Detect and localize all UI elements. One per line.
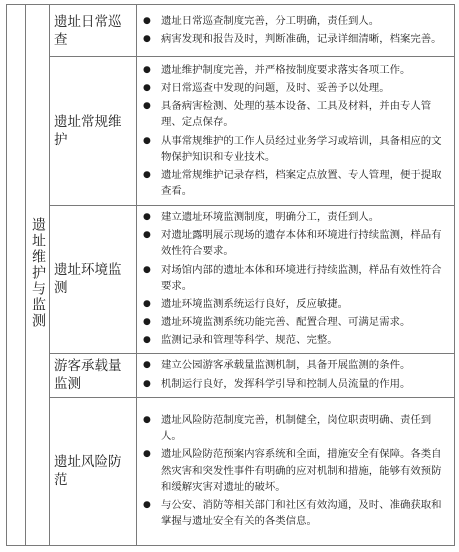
bullet-icon: ● bbox=[143, 169, 151, 180]
blank-column-cell bbox=[7, 5, 26, 546]
table-row bbox=[7, 57, 455, 206]
subcategory-title: 遗址风险防范 bbox=[54, 454, 122, 489]
list-item: ● 对场馆内部的遗址本体和环境进行持续监测，样品有效性符合要求。 bbox=[143, 263, 442, 292]
criteria-list bbox=[141, 357, 448, 391]
criteria-list bbox=[141, 209, 448, 349]
list-item: ● 遗址环境监测系统功能完善、配置合理、可满足需求。 bbox=[143, 316, 411, 329]
bullet-icon: ● bbox=[143, 230, 151, 241]
detail-cell bbox=[137, 57, 455, 206]
bullet-icon: ● bbox=[143, 34, 151, 44]
list-item: ● 机制运行良好，发挥科学引导和控制人员流量的作用。 bbox=[143, 377, 411, 390]
bullet-icon: ● bbox=[143, 101, 151, 112]
bullet-icon: ● bbox=[143, 317, 151, 328]
subcategory-cell bbox=[50, 353, 137, 397]
subcategory-title: 游客承载量监测 bbox=[54, 358, 122, 393]
table-row bbox=[7, 353, 455, 397]
bullet-icon: ● bbox=[143, 64, 151, 75]
bullet-icon: ● bbox=[143, 82, 151, 93]
detail-cell bbox=[137, 353, 455, 397]
detail-cell bbox=[137, 206, 455, 354]
bullet-icon: ● bbox=[143, 378, 151, 389]
detail-cell bbox=[137, 397, 455, 545]
bullet-icon: ● bbox=[143, 264, 151, 275]
list-item: ● 具备病害检测、处理的基本设备、工具及材料，并由专人管理、定点保存。 bbox=[143, 100, 432, 129]
bullet-icon: ● bbox=[143, 135, 151, 146]
criteria-list bbox=[141, 412, 448, 529]
bullet-icon: ● bbox=[143, 414, 151, 425]
bullet-icon: ● bbox=[143, 15, 151, 26]
list-item: ● 遗址环境监测系统运行良好，反应敏捷。 bbox=[143, 298, 349, 311]
list-item: ● 遗址日常巡查制度完善，分工明确，责任到人。 bbox=[143, 14, 380, 27]
bullet-icon: ● bbox=[143, 299, 151, 310]
subcategory-cell bbox=[50, 5, 137, 57]
list-item: ● 遗址常规维护记录存档，档案定点放置、专人管理，便于提取查看。 bbox=[143, 168, 442, 198]
list-item: ● 病害发现和报告及时，判断准确，记录详细清晰，档案完善。 bbox=[143, 33, 442, 45]
criteria-table bbox=[6, 4, 455, 546]
subcategory-cell bbox=[50, 397, 137, 545]
table-row bbox=[7, 5, 455, 57]
table-row bbox=[7, 206, 455, 354]
list-item: ● 建立遗址环境监测制度，明确分工，责任到人。 bbox=[143, 211, 380, 223]
bullet-icon: ● bbox=[143, 212, 151, 222]
category-cell bbox=[26, 5, 50, 546]
bullet-icon: ● bbox=[143, 360, 151, 371]
bullet-icon: ● bbox=[143, 449, 151, 460]
subcategory-title: 遗址环境监测 bbox=[54, 262, 122, 297]
list-item: ● 遗址风险防范制度完善，机制健全，岗位职责明确、责任到人。 bbox=[143, 413, 432, 443]
table-row bbox=[7, 397, 455, 545]
subcategory-cell bbox=[50, 206, 137, 354]
criteria-list bbox=[141, 13, 448, 47]
list-item: ● 对日常巡查中发现的问题，及时、妥善予以处理。 bbox=[143, 81, 390, 94]
subcategory-title: 遗址日常巡查 bbox=[54, 13, 122, 48]
bullet-icon: ● bbox=[143, 499, 151, 510]
list-item: ● 对遗址露明展示现场的遗存本体和环境进行持续监测，样品有效性符合要求。 bbox=[143, 229, 442, 258]
list-item: ● 遗址风险防范预案内容系统和全面，措施安全有保障。各类自然灾害和突发性事件有明确的应对机制和措施，能够有效预防和缓解灾害对遗址的破坏。 bbox=[143, 448, 442, 493]
category-label: 遗址维护与监测 bbox=[30, 216, 46, 329]
list-item: ● 遗址维护制度完善，并严格按制度要求落实各项工作。 bbox=[143, 63, 411, 76]
list-item: ● 从事常规维护的工作人员经过业务学习或培训，具备相应的文物保护知识和专业技术。 bbox=[143, 134, 442, 163]
subcategory-cell bbox=[50, 57, 137, 206]
subcategory-title: 遗址常规维护 bbox=[54, 114, 122, 148]
bullet-icon: ● bbox=[143, 335, 151, 346]
detail-cell bbox=[137, 5, 455, 57]
list-item: ● 监测记录和管理等科学、规范、完整。 bbox=[143, 334, 338, 347]
list-item: ● 建立公园游客承载量监测机制，具备开展监测的条件。 bbox=[143, 359, 411, 372]
criteria-list bbox=[141, 62, 448, 200]
list-item: ● 与公安、消防等相关部门和社区有效沟通，及时、准确获取和掌握与遗址安全有关的各类信息。 bbox=[143, 498, 442, 528]
